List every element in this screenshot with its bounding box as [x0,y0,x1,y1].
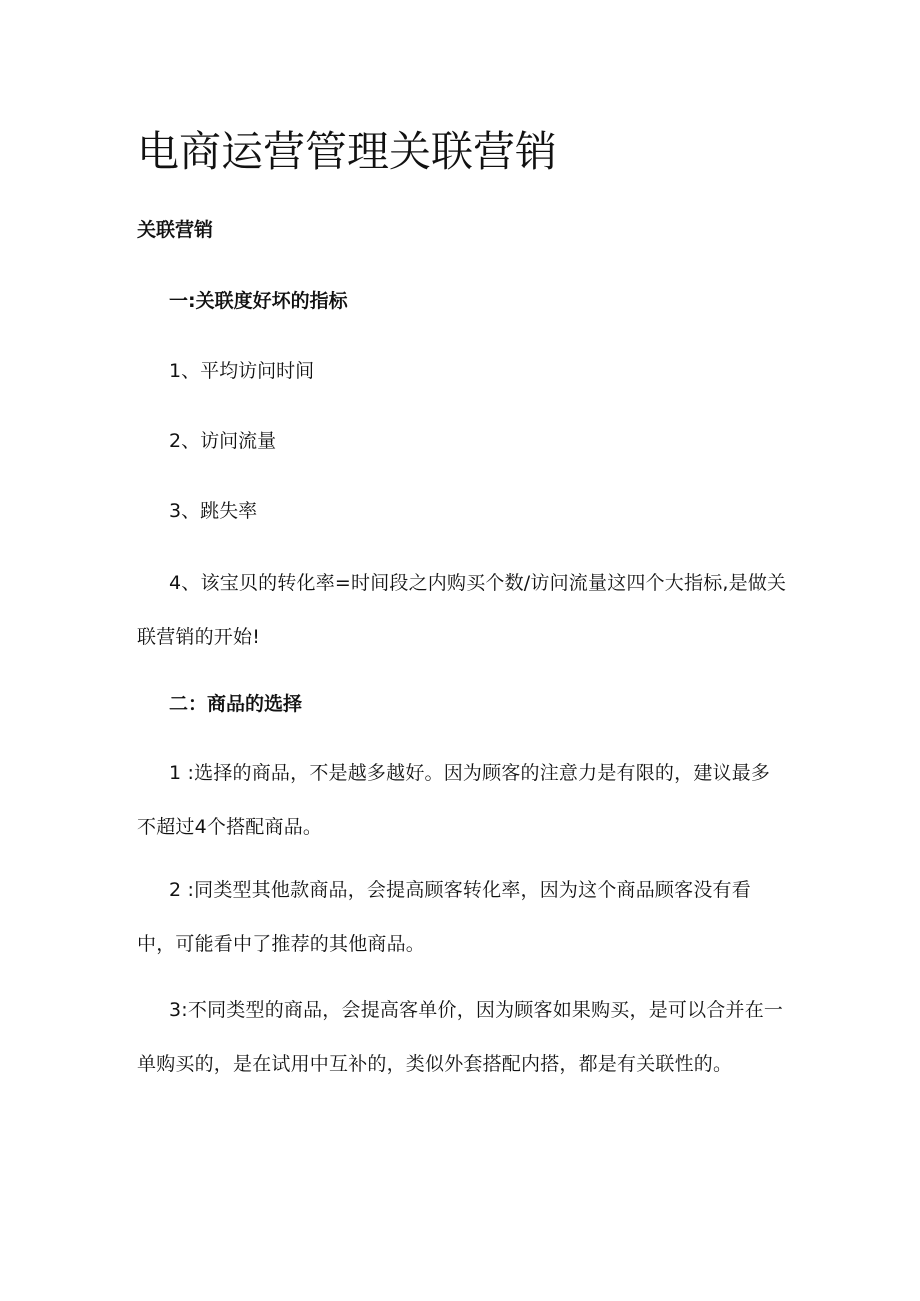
selection-paragraph: 1 :选择的商品，不是越多越好。因为顾客的注意力是有限的，建议最多不超过4个搭配商品。 [137,762,771,838]
document-title: 电商运营管理关联营销 [137,127,558,176]
selection-paragraph: 3:不同类型的商品，会提高客单价，因为顾客如果购买，是可以合并在一单购买的，是在试用中互补的，类似外套搭配内搭，都是有关联性的。 [137,999,784,1075]
main-heading: 关联营销 [137,219,214,241]
selection-paragraph: 2 :同类型其他款商品，会提高顾客转化率，因为这个商品顾客没有看中，可能看中了推荐的其他商品。 [137,879,751,955]
section-one-heading: 一:关联度好坏的指标 [169,290,348,312]
indicator-item: 2、访问流量 [169,430,277,452]
indicator-item: 1、平均访问时间 [169,360,315,382]
indicator-item: 3、跳失率 [169,500,258,522]
conversion-rate-paragraph: 4、该宝贝的转化率=时间段之内购买个数/访问流量这四个大指标,是做关联营销的开始! [137,572,787,648]
section-two-heading: 二：商品的选择 [169,693,303,715]
